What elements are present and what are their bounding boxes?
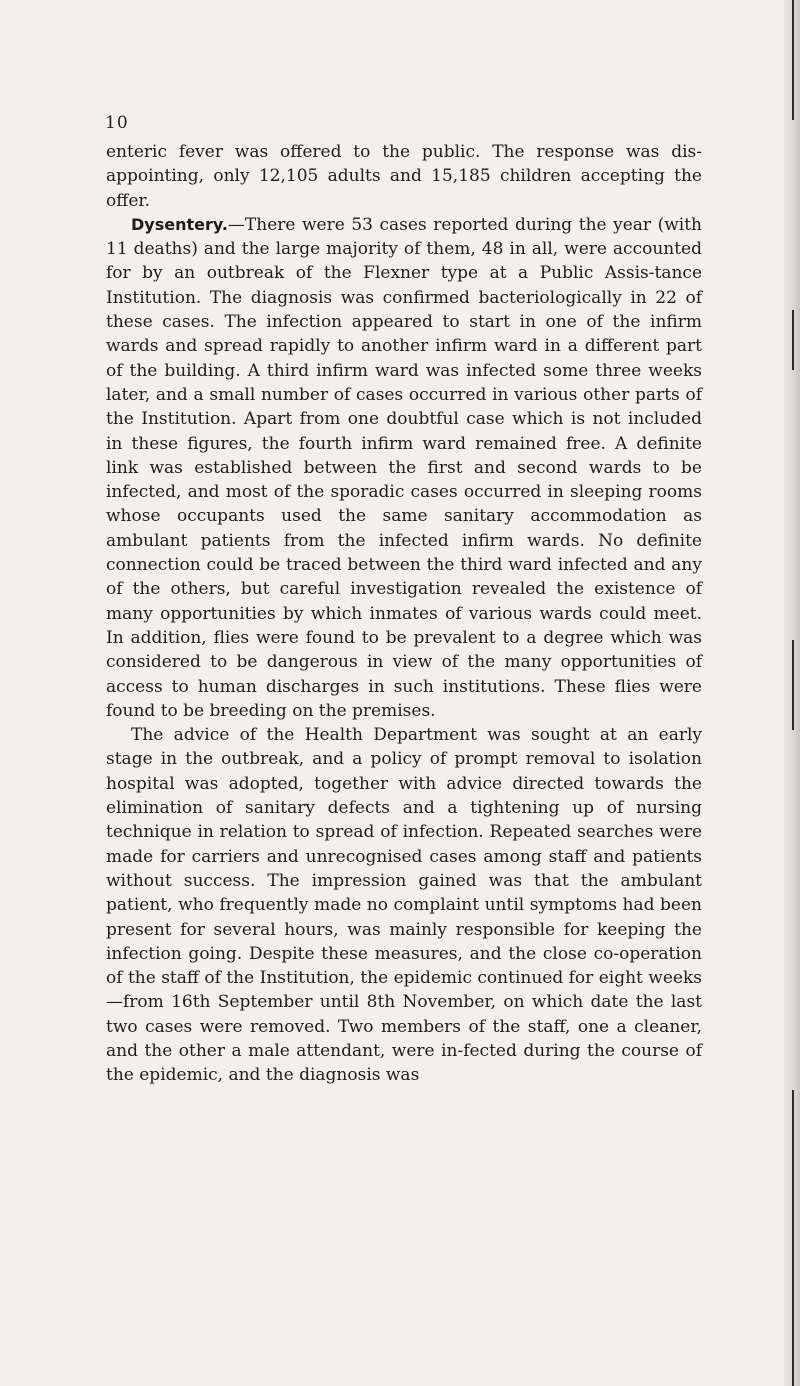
edge-shadow-line [792,0,794,120]
paragraph-text: enteric fever was offered to the public. The response was dis-appointing, only 12,105 adults and 15,185 children accepting the offer. [106,142,702,211]
edge-shadow-line [792,310,794,370]
page-number: 10 [105,113,129,133]
paragraph-dysentery [106,213,702,723]
edge-shadow-line [792,640,794,730]
page-body [106,140,702,1088]
paragraph-continuation [106,140,702,213]
scanned-page-edge [784,0,800,1386]
section-heading-dysentery: Dysentery. [131,214,228,234]
paragraph-text: —There were 53 cases reported during the year (with 11 deaths) and the large majority of them, 48 in all, were accounted for by an outbreak of the Flexner type at a Public Assis-tance Institution. The diagnosis was confirmed bacteriologically in 22 of these cases. The infection appeared to start in one of the infirm wards and spread rapidly to another infirm ward in a different part of the building. A third infirm ward was infected some three weeks later, and a small number of cases occurred in various other parts of the Institution. Apart from one doubtful case which is not included in these figures, the fourth infirm ward remained free. A definite link was established between the first and second wards to be infected, and most of the sporadic cases occurred in sleeping rooms whose occupants used the same sanitary accommodation as ambulant patients from the infected infirm wards. No definite connection could be traced between the third ward infected and any of the others, but careful investigation revealed the existence of many opportunities by which inmates of various wards could meet. In addition, flies were found to be prevalent to a degree which was considered to be dangerous in view of the many opportunities of access to human discharges in such institutions. These flies were found to be breeding on the premises. [106,214,702,721]
edge-shadow-line [792,1090,794,1386]
paragraph-health-department [106,723,702,1087]
paragraph-text: The advice of the Health Department was sought at an early stage in the outbreak, and a policy of prompt removal to isolation hospital was adopted, together with advice directed towards the elimination of sanitary defects and a tightening up of nursing technique in relation to spread of infection. Repeated searches were made for carriers and unrecognised cases among staff and patients without success. The impression gained was that the ambulant patient, who frequently made no complaint until symptoms had been present for several hours, was mainly responsible for keeping the infection going. Despite these measures, and the close co-operation of the staff of the Institution, the epidemic continued for eight weeks—from 16th September until 8th November, on which date the last two cases were removed. Two members of the staff, one a cleaner, and the other a male attendant, were in-fected during the course of the epidemic, and the diagnosis was [106,725,702,1086]
